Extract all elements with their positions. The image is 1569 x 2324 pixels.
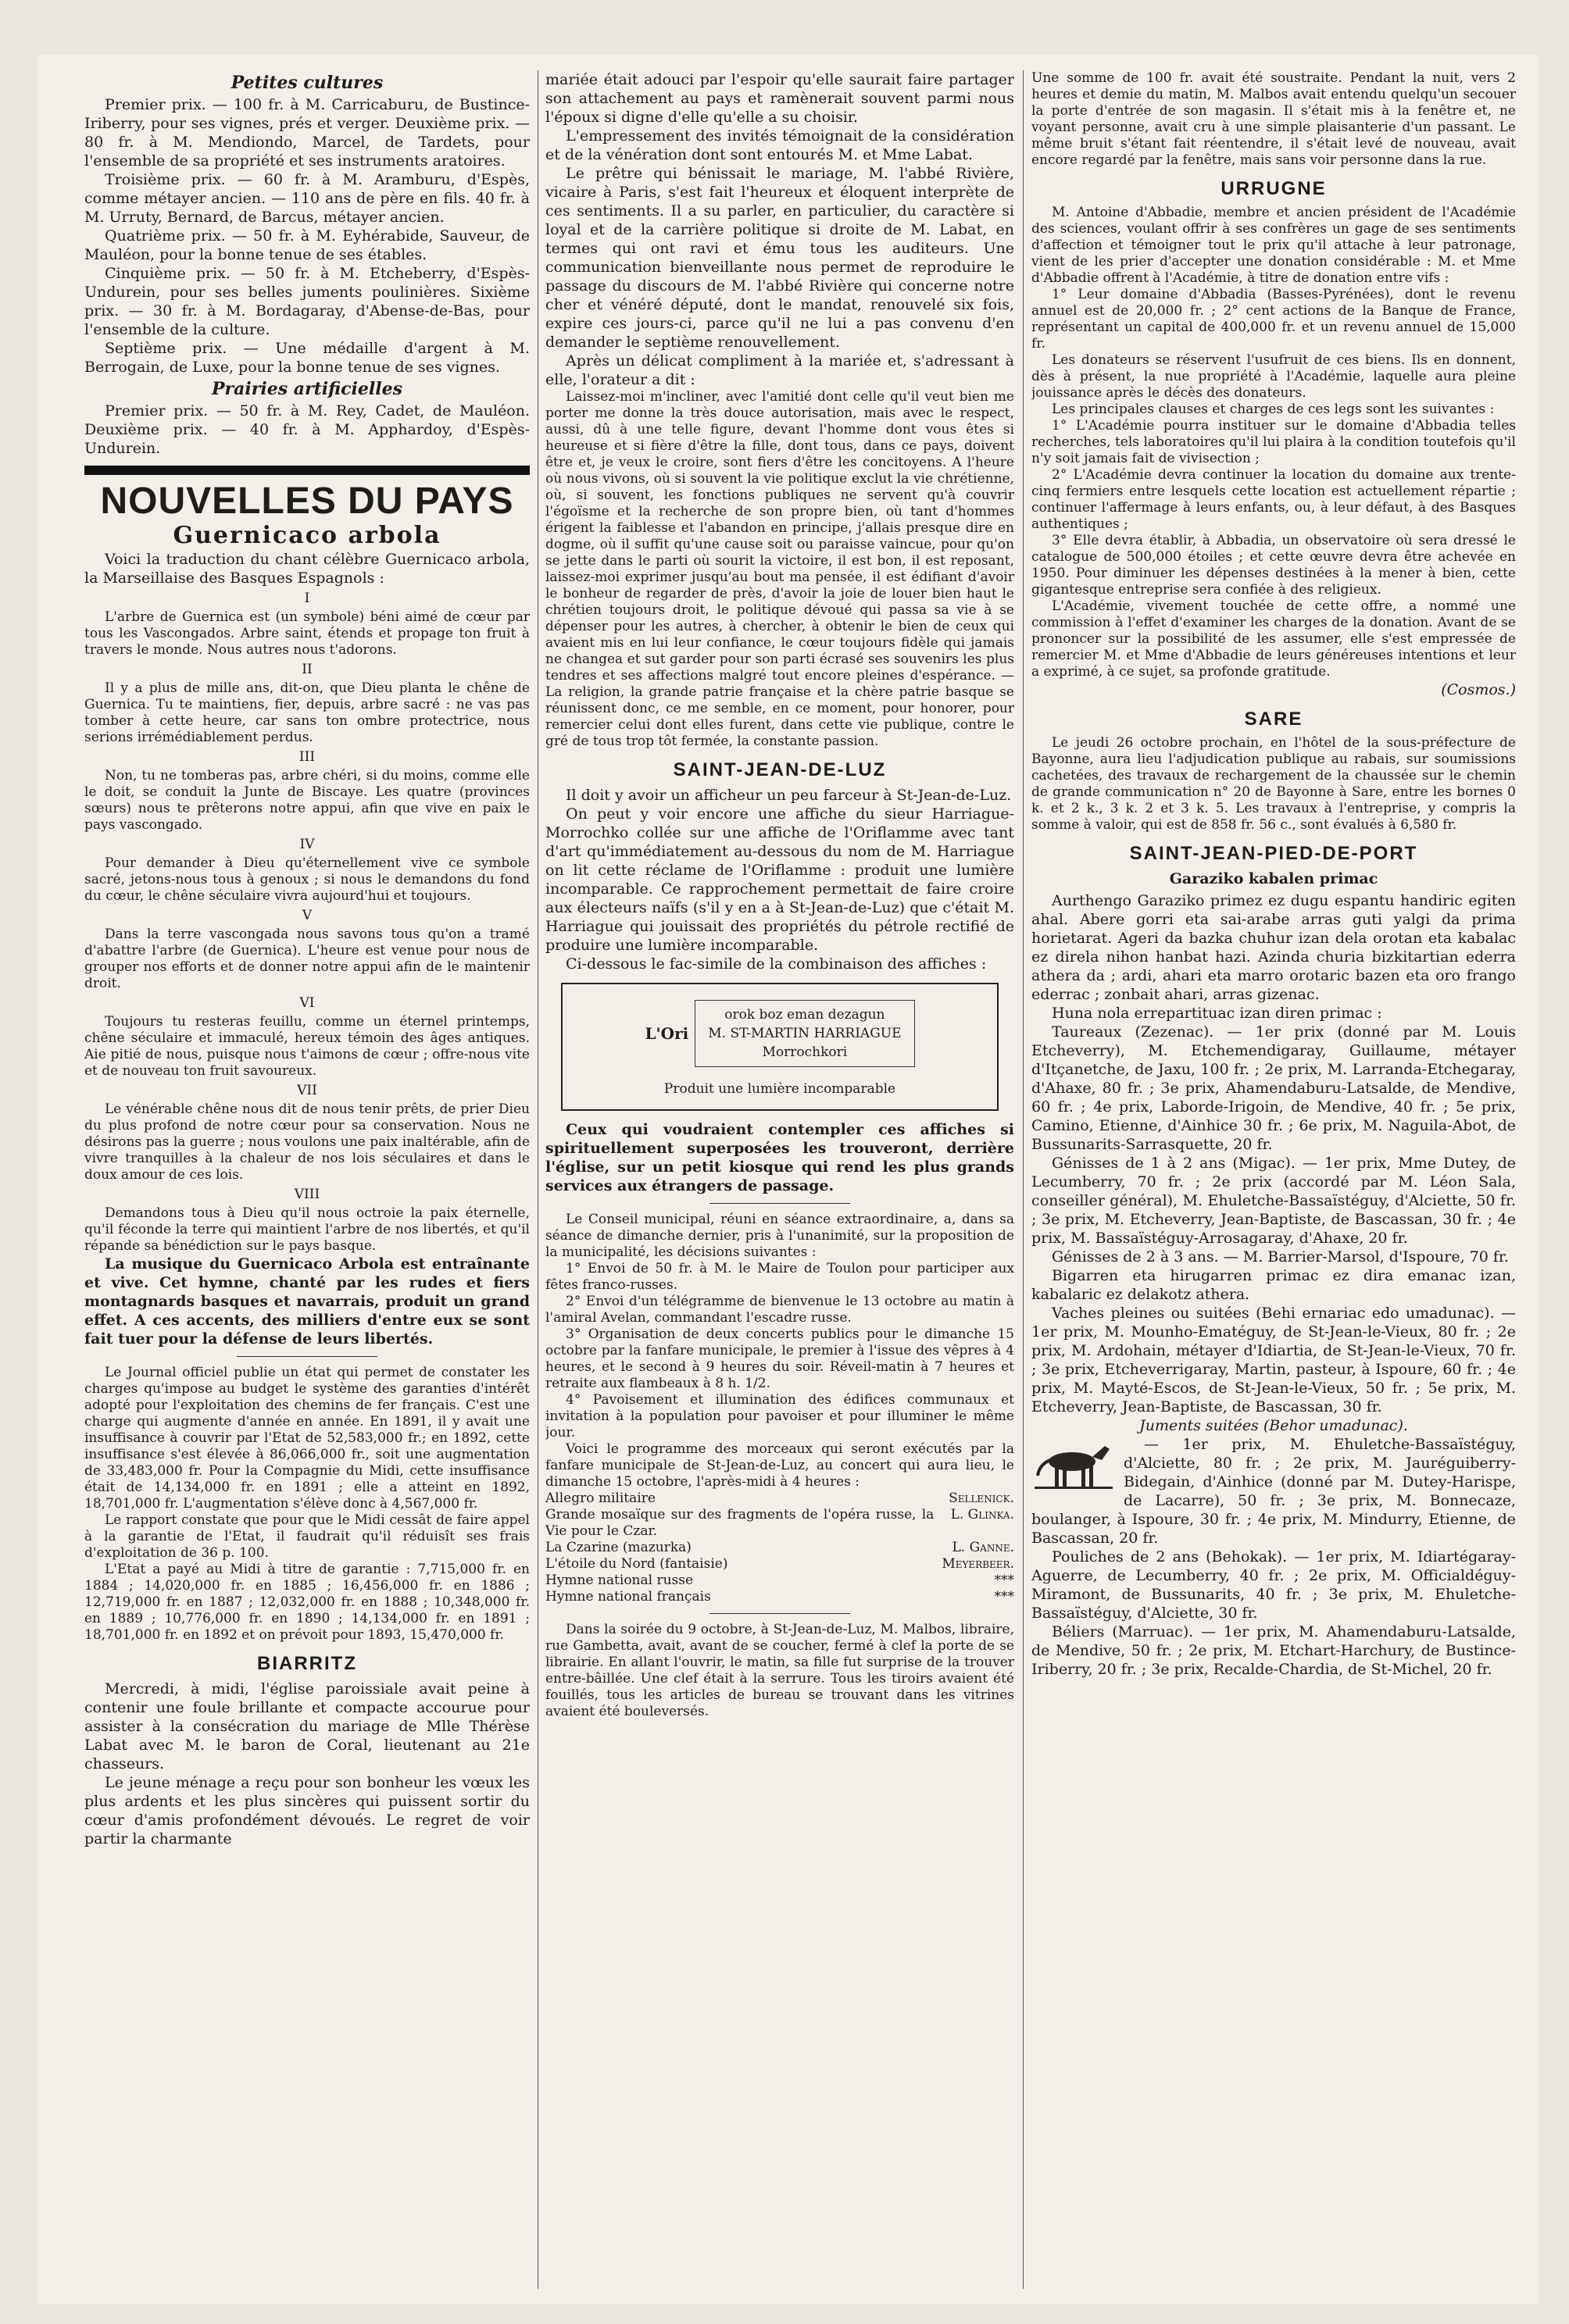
headline-nouvelles: NOUVELLES DU PAYS (100, 480, 514, 522)
paragraph: Les principales clauses et charges de ces legs sont les suivantes : (1052, 402, 1495, 417)
poster-line: Morrochkori (762, 1044, 848, 1060)
program-piece: Hymne national français (545, 1589, 711, 1605)
verse-number: VII (297, 1083, 317, 1098)
paragraph: mariée était adouci par l'espoir qu'elle saurait faire partager son attachement au pays et ramènerait souvent parmi nous l'époux si digne d'elle qu'elle a su choisir. (545, 71, 1014, 126)
paragraph: Voici la traduction du chant célèbre Guernicaco arbola, la Marseillaise des Basques Espagnols : (84, 551, 530, 587)
paragraph: Dans la soirée du 9 octobre, à St-Jean-de-Luz, M. Malbos, libraire, rue Gambetta, avait, avant de se coucher, fermé à clef la porte de se librairie. En allant l'ouvrir, le matin, sa fille fut surprise de la trouver entre-bâillée. Une clef était à la serrure. Tous les tiroirs avaient été fouillés, tous les articles de bureau se trouvant dans les vitrines avaient été bouleversés. (545, 1622, 1014, 1719)
verse-number: IV (299, 837, 315, 852)
poster-facsimile (561, 983, 999, 1111)
divider (709, 1613, 850, 1614)
paragraph: Premier prix. — 50 fr. à M. Rey, Cadet, de Mauléon. Deuxième prix. — 40 fr. à M. Apphardoy, d'Espès-Undurein. (84, 402, 530, 457)
paragraph: M. Antoine d'Abbadie, membre et ancien président de l'Académie des sciences, voulant offrir à ses confrères un gage de ses sentiments d'affection et témoigner tout le prix qu'il attache à leur patronage, vient de les prier d'accepter une donation considérable : M. et Mme d'Abbadie offrent à l'Académie, à titre de donation entre vifs : (1031, 205, 1516, 286)
column-2 (545, 70, 1014, 2297)
paragraph: Le prêtre qui bénissait le mariage, M. l'abbé Rivière, vicaire à Paris, s'est fait l'heureux et éloquent interprète de ces sentiments. Il a su parler, en particulier, du caractère si loyal et de la carrière politique si droite de M. Labat, en termes qui ont ravi et ému tous les auditeurs. Une communication bienveillante nous permet de reproduire le passage du discours de M. l'abbé Rivière qui concerne notre cher et vénéré député, dont le mandat, renouvelé six fois, expire ces jours-ci, parce qu'il ne lui a pas convenu d'en demander le septième renouvellement. (545, 165, 1014, 351)
verse-number: V (302, 908, 313, 923)
paragraph: Il doit y avoir un afficheur un peu farceur à St-Jean-de-Luz. (566, 787, 1012, 804)
divider (709, 1203, 850, 1204)
paragraph: Béliers (Marruac). — 1er prix, M. Ahamendaburu-Latsalde, de Mendive, 50 fr. ; 2e prix, M. Etchart-Harchury, de Bustince-Iriberry, 20 fr. ; 3e prix, Recalde-Chardia, de St-Michel, 20 fr. (1031, 1623, 1516, 1678)
paragraph: Bigarren eta hirugarren primac ez dira emanac izan, kabalaric ez delakotz athera. (1031, 1267, 1516, 1303)
subsection-title: Juments suitées (Behor umadunac). (1139, 1417, 1408, 1434)
paragraph: Ceux qui voudraient contempler ces affiches si spirituellement superposées les trouveront, derrière l'église, sur un petit kiosque qui rend les plus grands services aux étrangers de passage. (545, 1121, 1014, 1194)
paragraph: 2° L'Académie devra continuer la location du domaine aux trente-cinq fermiers entre lesquels cette location est actuellement répartie ; continuer l'affermage à leurs enfants, ou, à leur défaut, à des Basques authentiques ; (1031, 467, 1516, 532)
paragraph: Pouliches de 2 ans (Behokak). — 1er prix, M. Idiartégaray-Aguerre, de Lecumberry, 40 fr. ; 2e prix, M. Officialdéguy-Miramont, de Bussunarits, 40 fr. ; 3e prix, M. Ehuletche-Bassaïstéguy, d'Alciette, 30 fr. (1031, 1548, 1516, 1622)
program-composer: Meyerbeer. (942, 1556, 1014, 1572)
paragraph: Septième prix. — Une médaille d'argent à M. Berrogain, de Luxe, pour la bonne tenue de ses vignes. (84, 340, 530, 376)
verse: L'arbre de Guernica est (un symbole) béni aimé de cœur par tous les Vascongados. Arbre saint, étends et propage ton fruit à travers le monde. Nous autres nous t'adorons. (84, 609, 530, 658)
source-citation: (Cosmos.) (1441, 681, 1516, 698)
section-title-prairies: Prairies artificielles (212, 379, 402, 399)
verse: Le vénérable chêne nous dit de nous tenir prêts, de prier Dieu du plus profond de notre cœur pour sa conservation. Nous ne désirons pas la guerre ; nous voulons une paix inaltérable, afin de vivre tranquilles à la chaleur de nos lois séculaires et dans le doux amour de ces lois. (84, 1101, 530, 1183)
verse: Il y a plus de mille ans, dit-on, que Dieu planta le chêne de Guernica. Tu te maintiens, fier, depuis, arbre sacré : ne vas pas tomber à cette heure, car sans ton ombre protectrice, nous serions irrémédiablement perdus. (84, 680, 530, 745)
program-row (545, 1556, 1014, 1573)
paragraph: 3° Elle devra établir, à Abbadia, un observatoire où sera dressé le catalogue de 500,000 étoiles ; et cette œuvre devra être achevée en 1950. Pour diminuer les dépenses destinées à la mener à bien, cette gigantesque entreprise sera confiée à des religieux. (1031, 533, 1516, 598)
paragraph: On peut y voir encore une affiche du sieur Harriague-Morrochko collée sur une affiche de l'Oriflamme avec tant d'art qu'immédiatement au-dessous du nom de M. Harriague on lit cette réclame de l'Oriflamme : produit une lumière incomparable. Ce rapprochement permettait de faire croire aux électeurs naïfs (s'il y en a à St-Jean-de-Luz) que c'était M. Harriague qui jouissait des propriétés du pétrole rectifié de produire une lumière incomparable. (545, 805, 1014, 954)
paragraph: 2° Envoi d'un télégramme de bienvenue le 13 octobre au matin à l'amiral Avelan, commandant l'escadre russe. (545, 1294, 1014, 1326)
paragraph: 3° Organisation de deux concerts publics pour le dimanche 15 octobre par la fanfare municipale, le premier à l'issue des vêpres à 4 heures, et le second à 9 heures du soir. Réveil-matin à 7 heures et retraite aux flambeaux à 8 h. 1/2. (545, 1326, 1014, 1391)
program-row (545, 1507, 1014, 1540)
paragraph: Le rapport constate que pour que le Midi cessât de faire appel à la garantie de l'Etat, il faudrait qu'il réduisît ses frais d'exploitation de 36 p. 100. (84, 1512, 530, 1561)
paragraph: Vaches pleines ou suitées (Behi ernariac edo umadunac). — 1er prix, M. Mounho-Ematéguy, de St-Jean-le-Vieux, 80 fr. ; 2e prix, M. Ardohain, métayer d'Idiartia, de St-Jean-le-Vieux, 70 fr. ; 3e prix, Etcheverrigaray, Martin, pasteur, à Ispoure, 60 fr. ; 4e prix, M. Mayté-Escos, de St-Jean-le-Vieux, 50 fr. ; 5e prix, M. Etcheverry, Jean-Baptiste, de Bascassan, 30 fr. (1031, 1305, 1516, 1415)
section-title-saint-jean-pied-de-port: SAINT-JEAN-PIED-DE-PORT (1129, 843, 1418, 864)
verse-number: III (298, 749, 316, 765)
paragraph: 4° Pavoisement et illumination des édifices communaux et invitation à la population pour pavoiser et pour illuminer le même jour. (545, 1392, 1014, 1440)
article-subtitle: Garaziko kabalen primac (1169, 870, 1378, 887)
paragraph: 1° Envoi de 50 fr. à M. le Maire de Toulon pour participer aux fêtes franco-russes. (545, 1261, 1014, 1293)
poster-bottom-text: Produit une lumière incomparable (663, 1081, 896, 1097)
program-piece: Hymne national russe (545, 1573, 694, 1588)
column-rule (1023, 70, 1024, 2289)
heavy-rule (84, 466, 530, 475)
poster-inner-box (695, 1000, 914, 1067)
verse-number: II (302, 662, 313, 677)
program-composer: L. Glinka. (950, 1507, 1014, 1523)
paragraph: Cinquième prix. — 50 fr. à M. Etcheberry, d'Espès-Undurein, pour ses belles juments poulinières. Sixième prix. — 30 fr. à M. Bordagaray, d'Abense-de-Bas, pour l'ensemble de la culture. (84, 265, 530, 338)
program-piece: Allegro militaire (545, 1490, 656, 1506)
paragraph: Voici le programme des morceaux qui seront exécutés par la fanfare municipale de St-Jean-de-Luz, au concert qui aura lieu, le dimanche 15 octobre, l'après-midi à 4 heures : (545, 1441, 1014, 1490)
paragraph: Aurthengo Garaziko primez ez dugu espantu handiric egiten ahal. Abere gorri eta sai-arabe arras guti yalgi da prima horietarat. Ageri da bazka chuhur izan dela orotan eta kabalac ez direla nihon hanbat hazi. Azinda churia bizkitartian ederra athera da ; ardi, ahari eta marro orotaric bazen eta oro frango ederrac ; zonbait ahari, arras gizenac. (1031, 892, 1516, 1003)
concert-program (545, 1490, 1014, 1605)
column-1 (84, 70, 530, 2297)
newspaper-page (38, 55, 1538, 2304)
paragraph: Génisses de 1 à 2 ans (Migac). — 1er prix, Mme Dutey, de Lecumberry, 70 fr. ; 2e prix (accordé par M. Léon Sala, conseiller général), M. Ehuletche-Bassaïstéguy, d'Alciette, 50 fr. ; 3e prix, M. Etcheverry, Jean-Baptiste, de Bascassan, 30 fr. ; 4e prix, M. Bassaïstéguy-Arrosagaray, d'Ahaxe, 20 fr. (1031, 1155, 1516, 1247)
paragraph: Premier prix. — 100 fr. à M. Carricaburu, de Bustince-Iriberry, pour ses vignes, prés et verger. Deuxième prix. — 80 fr. à M. Mendiondo, Marcel, de Tardets, pour l'ensemble de sa propriété et ses instruments aratoires. (84, 96, 530, 170)
paragraph: Les donateurs se réservent l'usufruit de ces biens. Ils en donnent, dès à présent, la nue propriété à l'Académie, laquelle aura pleine jouissance après le décès des donateurs. (1031, 352, 1516, 401)
paragraph: 1° L'Académie pourra instituer sur le domaine d'Abbadia telles recherches, tels laboratoires qu'il lui plaira à la condition toutefois qu'il n'y soit jamais fait de vivisection ; (1031, 418, 1516, 466)
section-title-petites-cultures: Petites cultures (231, 73, 384, 93)
paragraph: Le Journal officiel publie un état qui permet de constater les charges qu'impose au budget le système des garanties d'intérêt adopté pour l'exploitation des chemins de fer français. C'est une charge qui augmente d'année en année. En 1891, il y avait une insuffisance à couvrir par l'Etat de 52,583,000 fr.; en 1892, cette insuffisance s'est élevée à 86,066,000 fr., soit une augmentation de 33,483,000 fr. Pour la Compagnie du Midi, cette insuffisance était de 14,134,000 fr. en 1891 ; elle a atteint en 1892, 18,701,000 fr. L'augmentation s'élève donc à 4,567,000 fr. (84, 1365, 530, 1512)
paragraph: Troisième prix. — 60 fr. à M. Aramburu, d'Espès, comme métayer ancien. — 110 ans de père en fils. 40 fr. à M. Urruty, Bernard, de Barcus, métayer ancien. (84, 171, 530, 226)
paragraph: L'Académie, vivement touchée de cette offre, a nommé une commission à l'effet d'examiner les charges de la donation. Avant de se prononcer sur la possibilité de les assumer, elle s'est empressée de remercier M. et Mme d'Abbadie de leurs généreuses intentions et leur a exprimé, à ce sujet, sa profonde gratitude. (1031, 598, 1516, 680)
program-row (545, 1573, 1014, 1589)
paragraph: La musique du Guernicaco Arbola est entraînante et vive. Cet hymne, chanté par les rudes et fiers montagnards basques et navarrais, produit un grand effet. A ces accents, des milliers d'entre eux se sont fait tuer pour la défense de leurs libertés. (84, 1255, 530, 1348)
poster-left-text: L'Ori (645, 1024, 689, 1043)
verse: Toujours tu resteras feuillu, comme un éternel printemps, chêne séculaire et immaculé, hereux témoin des âges antiques. Aie pitié de nous, puisque nous t'aimons de cœur ; offre-nous vite et de nouveau ton fruit savoureux. (84, 1014, 530, 1079)
paragraph: Le jeune ménage a reçu pour son bonheur les vœux les plus ardents et les plus sincères qui puissent sortir du cœur d'amis profondément dévoués. Le regret de voir partir la charmante (84, 1774, 530, 1847)
program-piece: L'étoile du Nord (fantaisie) (545, 1556, 728, 1572)
paragraph: — 1er prix, M. Ehuletche-Bassaïstéguy, d'Alciette, 80 fr. ; 2e prix, M. Jauréguiberry-Bidegain, d'Ainhice (donné par M. Dutey-Harispe, de Lacarre), 50 fr. ; 3e prix, M. Bonnecaze, boulanger, à Ispoure, 30 fr. ; 4e prix, M. Mindurry, Etienne, de Bascassan, 20 fr. (1031, 1436, 1516, 1547)
paragraph: Le jeudi 26 octobre prochain, en l'hôtel de la sous-préfecture de Bayonne, aura lieu l'adjudication publique au rabais, sur soumissions cachetées, des travaux de rechargement de la chaussée sur le chemin de grande communication n° 20 de Bayonne à Sare, entre les bornes 0 k. et 2 k., 3 k. 2 et 3 k. 5. Les travaux à l'entreprise, y compris la somme à valoir, qui est de 858 fr. 56 c., sont évalués à 6,580 fr. (1031, 735, 1516, 833)
paragraph: Après un délicat compliment à la mariée et, s'adressant à elle, l'orateur a dit : (545, 352, 1014, 388)
paragraph: Le Conseil municipal, réuni en séance extraordinaire, a, dans sa séance de dimanche dernier, pris à l'unanimité, sur la proposition de la municipalité, les décisions suivantes : (545, 1212, 1014, 1260)
poster-line: M. ST-MARTIN HARRIAGUE (708, 1026, 902, 1041)
paragraph: Une somme de 100 fr. avait été soustraite. Pendant la nuit, vers 2 heures et demie du matin, M. Malbos avait entendu quelqu'un secouer la porte d'entrée de son magasin. Il s'était mis à la fenêtre et, ne voyant personne, avait cru à une simple plaisanterie d'un passant. Le même bruit s'étant fait réentendre, il s'était levé de nouveau, avait encore regardé par la fenêtre, mais sans voir personne dans la rue. (1031, 70, 1516, 168)
paragraph: L'empressement des invités témoignait de la considération et de la vénération dont sont entourés M. et Mme Labat. (545, 127, 1014, 163)
quotation: Laissez-moi m'incliner, avec l'amitié dont celle qu'il veut bien me porter me donne la très douce autorisation, mais avec le respect, aussi, dû à une telle figure, devant l'homme dont vous êtes si heureuse et si fière d'être la fille, dont tous, dans ce pays, doivent être et, je veux le croire, sont fiers d'être les concitoyens. A l'heure où nous vivons, où si souvent la vie politique exclut la vie chrétienne, où, si souvent, les fonctions publiques ne servent qu'à couvrir l'égoïsme et la recherche de son propre bien, où tant d'hommes érigent la faiblesse et l'abandon en principe, j'allais presque dire en dogme, où il suffit qu'une cause soit ou paraisse vaincue, pour qu'on se jette dans le parti où sourit la victoire, il est bon, il est reposant, laissez-moi exprimer jusqu'au bout ma pensée, il est édifiant d'avoir le bonheur de regarder de près, d'avoir la joie de louer bien haut le chrétien toujours droit, le politique dévoué qui passa sa vie à se dépenser pour les autres, à chercher, à obtenir le bien de ceux qui avaient mis en lui leur confiance, le cœur toujours fidèle qui jamais ne changea et sut garder pour son parti écrasé ses souvenirs les plus tendres et ses affections malgré tout encore pleines d'espérance. — La religion, la grande patrie française et la chère patrie basque se réunissent donc, ce me semble, en ce moment, pour honorer, pour remercier celui dont elles furent, dans cette vie publique, contre le gré de tous trop tôt fermée, la constante passion. (545, 389, 1014, 749)
program-piece: La Czarine (mazurka) (545, 1540, 692, 1555)
verse: Pour demander à Dieu qu'éternellement vive ce symbole sacré, jetons-nous tous à genoux ; si nous le demandons du fond du cœur, le chêne séculaire vivra aujourd'hui et toujours. (84, 855, 530, 904)
paragraph: Génisses de 2 à 3 ans. — M. Barrier-Marsol, d'Ispoure, 70 fr. (1052, 1248, 1509, 1266)
verse-number: VI (299, 995, 315, 1011)
divider (237, 1356, 377, 1357)
horse-illustration (1031, 1438, 1117, 1493)
verse: Dans la terre vascongada nous savons tous qu'on a tramé d'abattre l'arbre (de Guernica). L'heure est venue pour nous de grouper nos efforts et de donner notre appui afin de le maintenir droit. (84, 926, 530, 991)
section-title-saint-jean-de-luz: SAINT-JEAN-DE-LUZ (673, 759, 887, 780)
column-3 (1031, 70, 1516, 2297)
program-composer: L. Ganne. (952, 1540, 1014, 1555)
verse: Demandons tous à Dieu qu'il nous octroie la paix éternelle, qu'il féconde la terre qui maintient l'arbre de nos libertés, et qu'il répande sa bénédiction sur le pays basque. (84, 1205, 530, 1254)
section-title-sare: SARE (1244, 709, 1303, 730)
paragraph: Ci-dessous le fac-simile de la combinaison des affiches : (566, 955, 987, 973)
paragraph: L'Etat a payé au Midi à titre de garantie : 7,715,000 fr. en 1884 ; 14,020,000 fr. en 1885 ; 16,456,000 fr. en 1886 ; 12,719,000 fr. en 1887 ; 12,032,000 fr. en 1888 ; 10,348,000 fr. en 1889 ; 10,776,000 fr. en 1890 ; 14,134,000 fr. en 1891 ; 18,701,000 fr. en 1892 et on prévoit pour 1893, 15,470,000 fr. (84, 1562, 530, 1643)
verse: Non, tu ne tomberas pas, arbre chéri, si du moins, comme elle le doit, se conduit la Junte de Biscaye. Les quatre (provinces sœurs) nous te prêterons notre appui, afin que vive en paix le pays vascongado. (84, 768, 530, 833)
paragraph: Huna nola errepartituac izan diren primac : (1052, 1005, 1382, 1022)
program-composer: Sellenick. (949, 1490, 1014, 1506)
article-title-guernica: Guernicaco arbola (173, 522, 441, 549)
verse-number: I (304, 591, 310, 606)
program-row (545, 1490, 1014, 1507)
paragraph: Mercredi, à midi, l'église paroissiale avait peine à contenir une foule brillante et compacte accourue pour assister à la consécration du mariage de Mlle Thérèse Labat avec M. le baron de Coral, lieutenant au 21e chasseurs. (84, 1680, 530, 1772)
verse-number: VIII (294, 1187, 320, 1202)
program-composer: *** (994, 1589, 1014, 1605)
paragraph: Quatrième prix. — 50 fr. à M. Eyhérabide, Sauveur, de Mauléon, pour la bonne tenue de ses étables. (84, 227, 530, 263)
section-title-biarritz: BIARRITZ (257, 1653, 357, 1674)
paragraph: Taureaux (Zezenac). — 1er prix (donné par M. Louis Etcheverry), M. Etchemendigaray, Guillaume, métayer d'Itçanetche, de Jaxu, 100 fr. ; 2e prix, M. Larranda-Etchegaray, d'Ahaxe, 80 fr. ; 3e prix, Ahamendaburu-Latsalde, de Mendive, 60 fr. ; 4e prix, Laborde-Irigoin, de Mendive, 40 fr. ; 5e prix, Camino, Etienne, d'Ainhice 30 fr. ; 6e prix, M. Naguila-Abot, de Bussunarits-Sarrasquette, 20 fr. (1031, 1023, 1516, 1153)
section-title-urrugne: URRUGNE (1221, 178, 1327, 199)
poster-line: orok boz eman dezagun (724, 1007, 885, 1023)
program-row (545, 1589, 1014, 1605)
program-piece: Grande mosaïque sur des fragments de l'opéra russe, la Vie pour le Czar. (545, 1507, 935, 1539)
program-row (545, 1540, 1014, 1556)
program-composer: *** (994, 1573, 1014, 1588)
paragraph: 1° Leur domaine d'Abbadia (Basses-Pyrénées), dont le revenu annuel est de 20,000 fr. ; 2° cent actions de la Banque de France, représentant un capital de 400,000 fr. et un revenu annuel de 15,000 fr. (1031, 287, 1516, 352)
